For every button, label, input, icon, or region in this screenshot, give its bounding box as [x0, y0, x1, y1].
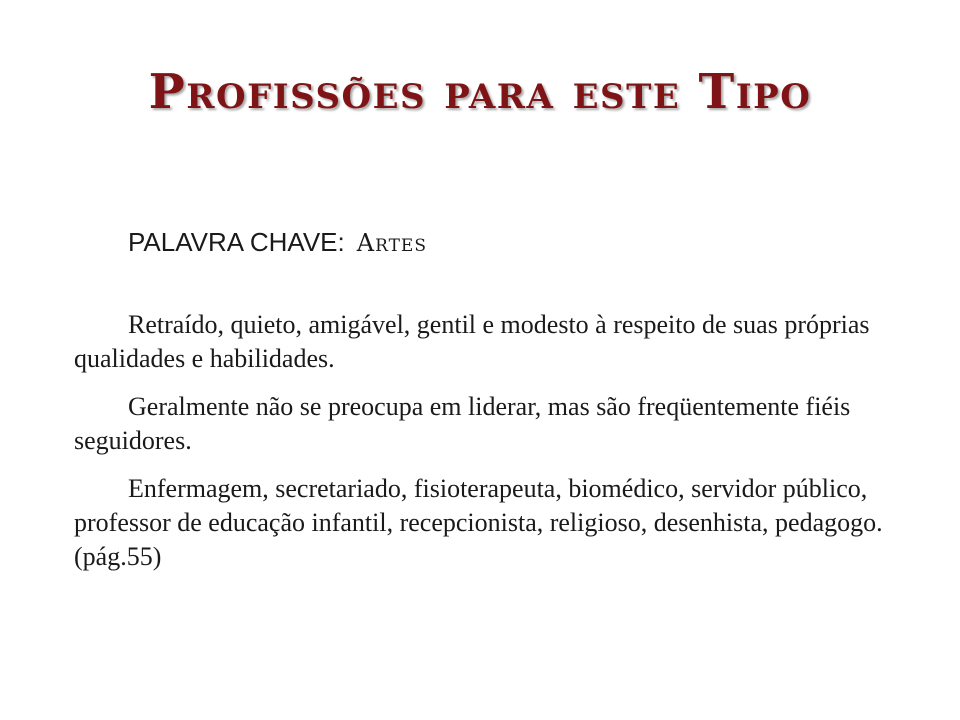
keyword-label: PALAVRA CHAVE: — [128, 227, 345, 257]
slide-body — [74, 308, 894, 588]
keyword-value: Artes — [356, 229, 427, 257]
paragraph-professions: Enfermagem, secretariado, fisioterapeuta, biomédico, servidor público, professor de educação infantil, recepcionista, religioso, desenhista, pedagogo. (pág.55) — [74, 474, 883, 571]
slide-title: Profissões para este Tipo — [148, 64, 812, 120]
paragraph-leadership: Geralmente não se preocupa em liderar, mas são freqüentemente fiéis seguidores. — [74, 392, 851, 455]
paragraph-description: Retraído, quieto, amigável, gentil e modesto à respeito de suas próprias qualidades e habilidades. — [74, 310, 870, 373]
keyword-line — [128, 224, 427, 261]
